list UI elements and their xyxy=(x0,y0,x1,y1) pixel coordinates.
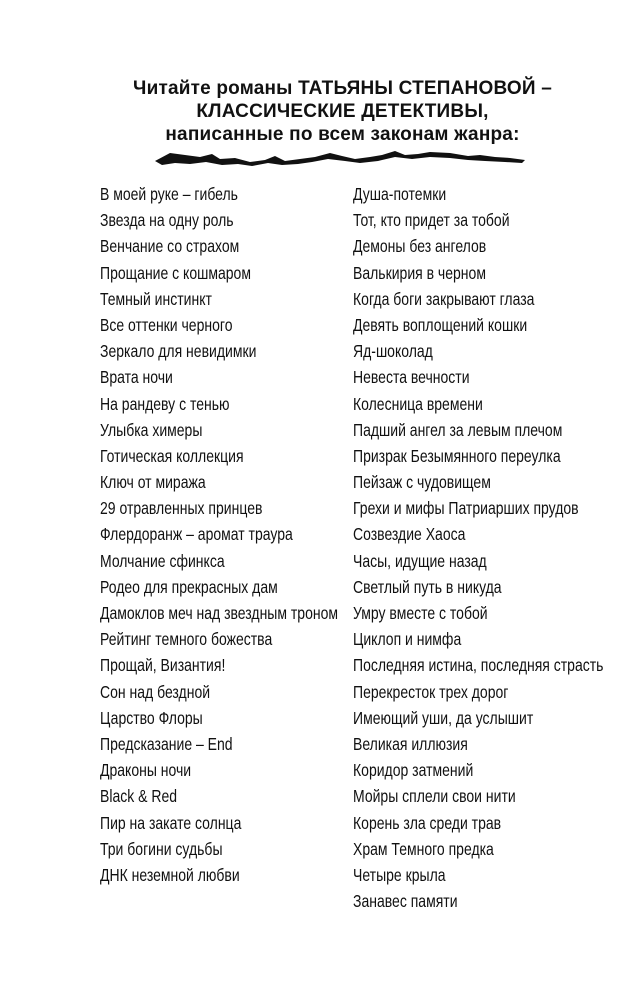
book-title: Врата ночи xyxy=(100,367,173,388)
book-title: Созвездие Хаоса xyxy=(353,524,466,545)
brush-stroke-divider-icon xyxy=(150,143,535,173)
book-title: Светлый путь в никуда xyxy=(353,576,502,597)
book-title: Тот, кто придет за тобой xyxy=(353,210,510,231)
book-title: Темный инстинкт xyxy=(100,288,212,309)
book-title: Сон над бездной xyxy=(100,681,211,702)
book-title: 29 отравленных принцев xyxy=(100,498,263,519)
book-title: Коридор затмений xyxy=(353,760,474,781)
book-title: Четыре крыла xyxy=(353,864,446,885)
book-title: Девять воплощений кошки xyxy=(353,314,528,335)
book-title: Занавес памяти xyxy=(353,891,458,912)
book-title: Невеста вечности xyxy=(353,367,470,388)
header xyxy=(130,77,555,146)
header-line-2: КЛАССИЧЕСКИЕ ДЕТЕКТИВЫ, xyxy=(196,101,489,122)
book-title: Падший ангел за левым плечом xyxy=(353,419,563,440)
book-title: Black & Red xyxy=(100,786,178,807)
book-title: В моей руке – гибель xyxy=(100,184,238,204)
book-title: Храм Темного предка xyxy=(353,838,494,859)
book-title: Пейзаж с чудовищем xyxy=(353,472,491,493)
book-title: Предсказание – End xyxy=(100,733,233,754)
book-title: Царство Флоры xyxy=(100,707,203,728)
book-title: Грехи и мифы Патриарших прудов xyxy=(353,498,579,519)
book-title: Готическая коллекция xyxy=(100,445,244,466)
book-title: Валькирия в черном xyxy=(353,262,486,283)
book-title: Флердоранж – аромат траура xyxy=(100,524,293,545)
book-title: Драконы ночи xyxy=(100,760,192,781)
book-title: Прощание с кошмаром xyxy=(100,262,251,283)
book-title: Великая иллюзия xyxy=(353,733,468,754)
book-title: Часы, идущие назад xyxy=(353,550,487,571)
book-title: Звезда на одну роль xyxy=(100,210,234,231)
book-title: Пир на закате солнца xyxy=(100,812,242,833)
book-title: Дамоклов меч над звездным троном xyxy=(100,603,338,623)
book-title: Демоны без ангелов xyxy=(353,236,487,257)
book-title: Яд-шоколад xyxy=(353,341,433,362)
book-title: Рейтинг темного божества xyxy=(100,629,273,650)
book-title: Ключ от миража xyxy=(100,472,206,493)
book-title: Все оттенки черного xyxy=(100,314,233,335)
book-title: Имеющий уши, да услышит xyxy=(353,707,534,728)
book-title: Последняя истина, последняя страсть xyxy=(353,655,604,676)
book-title: Венчание со страхом xyxy=(100,236,240,257)
book-title: Когда боги закрывают глаза xyxy=(353,288,535,309)
header-line-1: Читайте романы ТАТЬЯНЫ СТЕПАНОВОЙ – xyxy=(133,78,552,99)
book-title: Улыбка химеры xyxy=(100,419,203,440)
book-title: Умру вместе с тобой xyxy=(353,603,488,623)
book-title: Родео для прекрасных дам xyxy=(100,576,278,597)
header-line-3: написанные по всем законам жанра: xyxy=(165,124,520,145)
book-title: ДНК неземной любви xyxy=(100,864,240,885)
book-title: Перекресток трех дорог xyxy=(353,681,509,702)
book-title: Молчание сфинкса xyxy=(100,550,225,571)
book-title: Зеркало для невидимки xyxy=(100,341,257,362)
book-title: Мойры сплели свои нити xyxy=(353,786,516,807)
book-title: Душа-потемки xyxy=(353,184,447,204)
book-title: Колесница времени xyxy=(353,393,483,414)
book-title: На рандеву с тенью xyxy=(100,393,230,414)
book-list-right xyxy=(353,181,640,914)
book-title: Циклоп и нимфа xyxy=(353,629,462,650)
book-title: Корень зла среди трав xyxy=(353,812,502,833)
book-title: Прощай, Византия! xyxy=(100,655,226,676)
book-title: Три богини судьбы xyxy=(100,838,223,859)
book-title: Призрак Безымянного переулка xyxy=(353,445,561,466)
